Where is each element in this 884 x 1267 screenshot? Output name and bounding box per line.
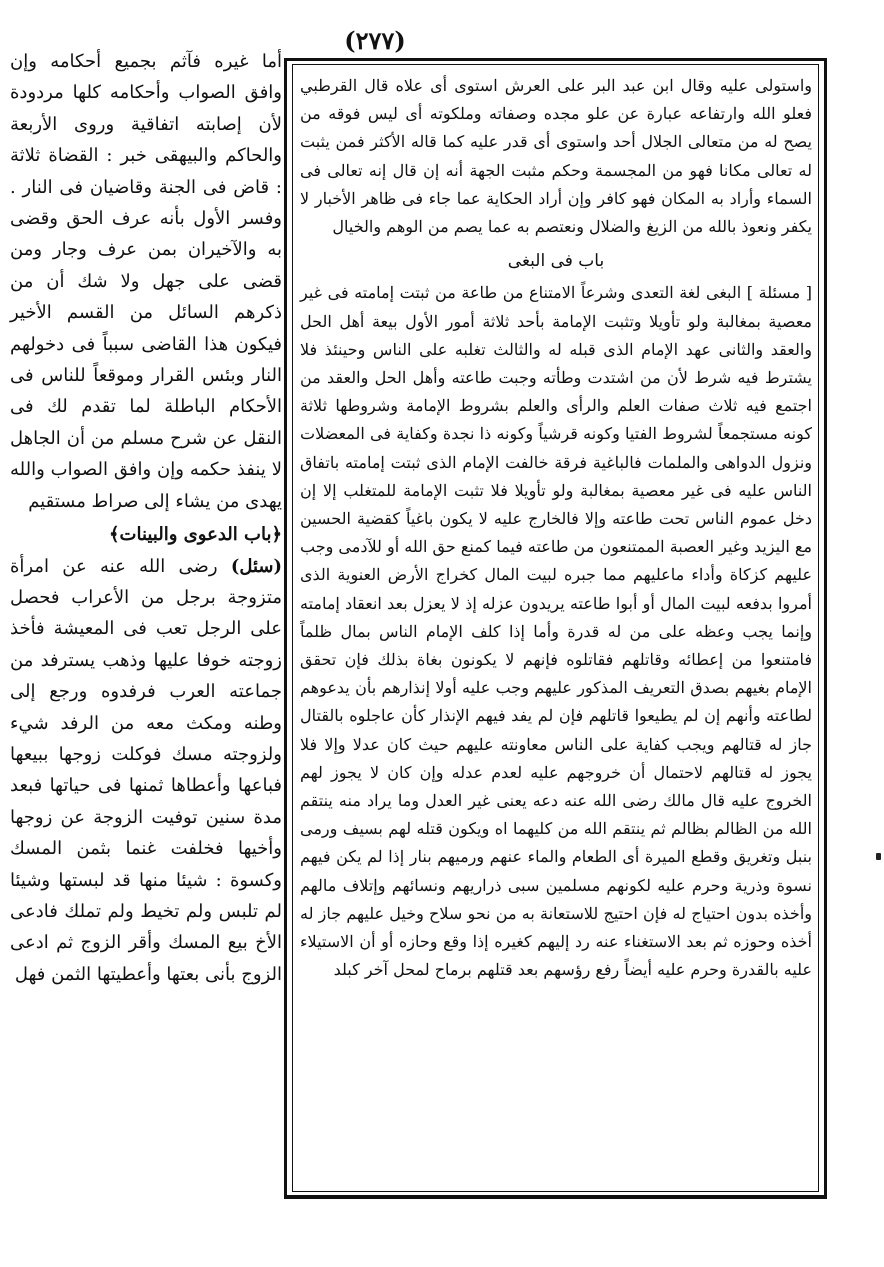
main-paragraph-baghy: [ مسئلة ] البغى لغة التعدى وشرعاً الامتناع من طاعة من ثبتت إمامته فى غير معصية بمغالبة ولو تأويلا وتثبت الإمامة بأحد ثلاثة أمور الأول بيعة أهل الحل والعقد والثانى عهد الإمام الذى قبله له والثالث تغلبه على الناس وحينئذ فلا يشترط فيه شرط لأن من اشتدت وطأته وجبت طاعته وأهل الحل والعقد من اجتمع فيه ثلاث صفات العلم والرأى والعلم بشروط الإمامة وشروطها ثلاثة كونه مستجمعاً لشروط الفتيا وكونه قرشياً وكونه ذا نجدة وكفاية فى المعضلات ونزول الدواهى والملمات فالباغية فرقة خالفت الإمام الذى ثبتت إمامته باتفاق الناس عليه فى غير معصية بمغالبة ولو تأويلا فلا تثبت الإمامة للمتغلب إلا إن دخل عموم الناس تحت طاعته وإلا فالخارج عليه لا يكون باغياً كقضية الحسين مع اليزيد وغير العصبة الممتنعون من طاعته فيما كمنع حق الله أو للآدمى وجب عليهم كزكاة وأداء ماعليهم مما جبره لبيت المال كخراج الأرض العنوية الذى أمروا بدفعه لبيت المال أو أبوا طاعته يريدون عزله إذ لا يعزل بعد انعقاد إمامته وإنما يجب وعظه على من له قدرة وأما إذا كلف الإمام الناس بمال ظلماً فامتنعوا من إعطائه وقاتلهم فقاتلوه فإنهم لا يكونون بغاة بذلك فإن تحقق الإمام بغيهم بصدق التعريف المذكور عليهم وجب عليه أولا إنذارهم بأن يدعوهم لطاعته وأنهم إن لم يطيعوا قاتلهم فإن لم يفد فيهم الإنذار كأن عاجلوه بالقتال جاز له قتالهم ويجب كفاية على الناس معاونته عليهم حيث كان عدلا وإلا فلا يجوز له قتالهم لاحتمال أن خروجهم عليه لعدم عدله وإن كان لا يجوز لهم الخروج عليه قال مالك رضى الله عنه دعه يعنى غير العدل وما يراد منه ينتقم الله من الظالم بظالم ثم ينتقم الله من كليهما اه ويكون قتله لهم بسيف ورمى بنبل وتغريق وقطع الميرة أى الطعام والماء عنهم ورميهم بنار إذا لم يكن فيهم نسوة وذرية وحرم عليه لكونهم مسلمين سبى ذراريهم ونسائهم وإتلاف مالهم وأخذه بدون احتياج له فإن احتيج للاستعانة به من نحو سلاح وخيل عليهم جاز له أخذه وحوزه ثم بعد الاستغناء عنه رد إليهم كغيره إذا وقع وحازه أو أن الاستيلاء عليه بالقدرة وحرم عليه أيضاً رفع رؤسهم بعد قتلهم برماح لمحل آخر كبلد (300, 283, 812, 980)
section-heading-baghy: باب فى البغى (507, 251, 605, 272)
scan-spot (876, 853, 881, 860)
page-frame-bottom-rule (284, 1198, 827, 1201)
main-text-column (300, 72, 812, 985)
margin-paragraph-question (10, 551, 282, 991)
question-marker: (سئل) (230, 555, 282, 577)
margin-text-column (10, 46, 282, 990)
page-number: (٢٧٧) (344, 26, 406, 55)
section-heading-claims: ﴿باب الدعوى والبينات﴾ (108, 524, 282, 546)
question-text: رضى الله عنه عن امرأة متزوجة برجل من الأعراب فحصل على الرجل تعب فى المعيشة فأخذ زوجته خوفا عليها وذهب يسترفد من جماعته العرب فرفدوه ورجع إلى وطنه ومكث معه من الرفد شيء ولزوجته مسك فوكلت زوجها ببيعها فباعها وأعطاها ثمنها فى حياتها فبعد مدة سنين توفيت الزوجة عن زوجها وأخيها فخلفت غنما بثمن المسك وكسوة : شيئا منها قد لبستها وشيئا لم تلبس ولم تخيط ولم تملك فادعى الأخ بيع المسك وأقر الزوج ثم ادعى الزوج بأنى بعتها وأعطيتها الثمن فهل (10, 555, 282, 985)
margin-paragraph-judges: أما غيره فآثم بجميع أحكامه وإن وافق الصواب وأحكامه كلها مردودة لأن إصابته اتفاقية وروى الأربعة والحاكم والبيهقى خبر : القضاة ثلاثة : قاض فى الجنة وقاضيان فى النار . وفسر الأول بأنه عرف الحق وقضى به والآخيران بمن عرف وجار ومن قضى على جهل ولا شك أن من ذكرهم السائل من القسم الأخير فيكون هذا القاضى سبباً فى دخولهم النار وبئس القرار وموقعاً للناس فى الأحكام الباطلة لما تقدم لك فى النقل عن شرح مسلم من أن الجاهل لا ينفذ حكمه وإن وافق الصواب والله يهدى من يشاء إلى صراط مستقيم (10, 51, 282, 512)
main-paragraph-continuation: واستولى عليه وقال ابن عبد البر على العرش استوى أى علاه قال القرطبي فعلو الله وارتفاعه عبارة عن علو مجده وصفاته وملكوته أى ليس فوقه من يصح له من متعالى الجلال أحد واستوى أى قدر عليه كما قاله الأكثر فمن يثبت له تعالى مكانا فهو من المجسمة وحكم مثبت الجهة أنه إن قال إنه تعالى فى السماء وأراد به المكان فهو كافر وإن أراد الحكاية عما جاء فى ظاهر الأخبار لا يكفر ونعوذ بالله من الزيغ والضلال ونعتصم به عما يصم من الوهم والخيال (300, 76, 812, 237)
